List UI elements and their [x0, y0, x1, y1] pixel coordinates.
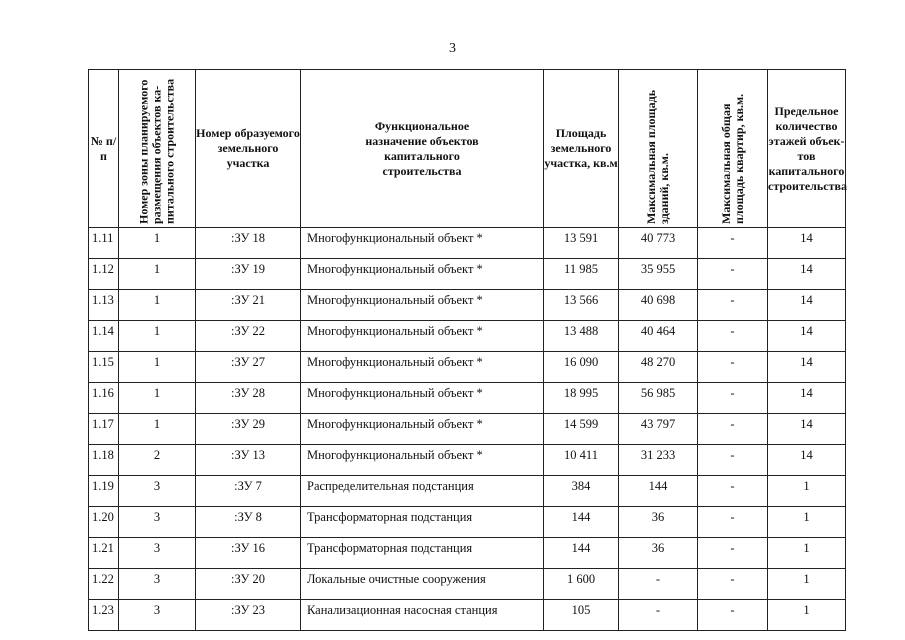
- cell-zone: 3: [119, 538, 196, 569]
- cell-num: 1.21: [89, 538, 119, 569]
- cell-zone: 1: [119, 228, 196, 259]
- cell-num: 1.15: [89, 352, 119, 383]
- cell-plot: :ЗУ 13: [196, 445, 301, 476]
- cell-plot: :ЗУ 27: [196, 352, 301, 383]
- cell-zone: 3: [119, 600, 196, 631]
- cell-zone: 3: [119, 507, 196, 538]
- cell-area: 144: [544, 538, 619, 569]
- cell-num: 1.14: [89, 321, 119, 352]
- cell-function: Многофункциональный объект *: [301, 290, 544, 321]
- cell-apartment-area: -: [698, 538, 768, 569]
- cell-area: 13 566: [544, 290, 619, 321]
- cell-plot: :ЗУ 20: [196, 569, 301, 600]
- cell-apartment-area: -: [698, 228, 768, 259]
- cell-num: 1.18: [89, 445, 119, 476]
- cell-apartment-area: -: [698, 414, 768, 445]
- cell-num: 1.16: [89, 383, 119, 414]
- cell-zone: 1: [119, 383, 196, 414]
- header-zone: Номер зоны планируемого размещения объектов капитального строительства: [119, 70, 196, 228]
- cell-floors: 14: [768, 445, 846, 476]
- cell-plot: :ЗУ 18: [196, 228, 301, 259]
- cell-function: Многофункциональный объект *: [301, 321, 544, 352]
- cell-floors: 14: [768, 290, 846, 321]
- cell-plot: :ЗУ 22: [196, 321, 301, 352]
- cell-building-area: 144: [619, 476, 698, 507]
- cell-floors: 1: [768, 476, 846, 507]
- cell-function: Многофункциональный объект *: [301, 445, 544, 476]
- cell-building-area: -: [619, 569, 698, 600]
- cell-apartment-area: -: [698, 352, 768, 383]
- table-body: [89, 228, 846, 631]
- cell-zone: 1: [119, 321, 196, 352]
- cell-building-area: 31 233: [619, 445, 698, 476]
- cell-num: 1.22: [89, 569, 119, 600]
- table-row: [89, 259, 846, 290]
- cell-area: 13 488: [544, 321, 619, 352]
- cell-plot: :ЗУ 23: [196, 600, 301, 631]
- header-func: Функциональное назначение объектов капитального строительства: [301, 70, 544, 228]
- cell-apartment-area: -: [698, 600, 768, 631]
- cell-zone: 2: [119, 445, 196, 476]
- cell-num: 1.11: [89, 228, 119, 259]
- cell-num: 1.23: [89, 600, 119, 631]
- cell-floors: 14: [768, 383, 846, 414]
- header-apart: Максимальная общая площадь квартир, кв.м.: [698, 70, 768, 228]
- cell-building-area: 40 698: [619, 290, 698, 321]
- cell-function: Трансформаторная подстанция: [301, 507, 544, 538]
- cell-building-area: 36: [619, 538, 698, 569]
- table-row: [89, 290, 846, 321]
- cell-floors: 14: [768, 352, 846, 383]
- cell-apartment-area: -: [698, 290, 768, 321]
- table-row: [89, 507, 846, 538]
- table-row: [89, 228, 846, 259]
- cell-building-area: 48 270: [619, 352, 698, 383]
- cell-building-area: 40 464: [619, 321, 698, 352]
- cell-function: Многофункциональный объект *: [301, 352, 544, 383]
- cell-building-area: -: [619, 600, 698, 631]
- cell-num: 1.20: [89, 507, 119, 538]
- table-row: [89, 352, 846, 383]
- cell-num: 1.17: [89, 414, 119, 445]
- cell-apartment-area: -: [698, 445, 768, 476]
- cell-plot: :ЗУ 28: [196, 383, 301, 414]
- cell-function: Многофункциональный объект *: [301, 259, 544, 290]
- cell-building-area: 56 985: [619, 383, 698, 414]
- cell-floors: 14: [768, 228, 846, 259]
- table-row: [89, 600, 846, 631]
- cell-plot: :ЗУ 21: [196, 290, 301, 321]
- table-row: [89, 538, 846, 569]
- table-row: [89, 321, 846, 352]
- header-plot: Номер образуемого земельного участка: [196, 70, 301, 228]
- cell-plot: :ЗУ 16: [196, 538, 301, 569]
- header-area: Площадь земельного участка, кв.м: [544, 70, 619, 228]
- cell-apartment-area: -: [698, 383, 768, 414]
- table-row: [89, 476, 846, 507]
- cell-num: 1.13: [89, 290, 119, 321]
- cell-zone: 1: [119, 414, 196, 445]
- cell-zone: 1: [119, 259, 196, 290]
- cell-floors: 14: [768, 414, 846, 445]
- table-header-row: [89, 70, 846, 228]
- cell-area: 384: [544, 476, 619, 507]
- cell-floors: 1: [768, 569, 846, 600]
- cell-floors: 1: [768, 507, 846, 538]
- header-floors: Предельное количество этажей объектов капитального строительства: [768, 70, 846, 228]
- cell-zone: 1: [119, 290, 196, 321]
- cell-area: 1 600: [544, 569, 619, 600]
- cell-plot: :ЗУ 29: [196, 414, 301, 445]
- cell-function: Распределительная подстанция: [301, 476, 544, 507]
- cell-building-area: 40 773: [619, 228, 698, 259]
- cell-zone: 1: [119, 352, 196, 383]
- cell-function: Локальные очистные сооружения: [301, 569, 544, 600]
- cell-area: 144: [544, 507, 619, 538]
- cell-function: Канализационная насосная станция: [301, 600, 544, 631]
- cell-plot: :ЗУ 19: [196, 259, 301, 290]
- cell-plot: :ЗУ 7: [196, 476, 301, 507]
- cell-floors: 1: [768, 538, 846, 569]
- cell-area: 14 599: [544, 414, 619, 445]
- cell-area: 18 995: [544, 383, 619, 414]
- cell-zone: 3: [119, 476, 196, 507]
- cell-function: Многофункциональный объект *: [301, 383, 544, 414]
- cell-area: 11 985: [544, 259, 619, 290]
- cell-area: 16 090: [544, 352, 619, 383]
- cell-building-area: 36: [619, 507, 698, 538]
- cell-floors: 1: [768, 600, 846, 631]
- cell-floors: 14: [768, 321, 846, 352]
- cell-apartment-area: -: [698, 259, 768, 290]
- cell-apartment-area: -: [698, 507, 768, 538]
- cell-apartment-area: -: [698, 476, 768, 507]
- cell-area: 13 591: [544, 228, 619, 259]
- table-row: [89, 445, 846, 476]
- table-row: [89, 569, 846, 600]
- cell-floors: 14: [768, 259, 846, 290]
- cell-plot: :ЗУ 8: [196, 507, 301, 538]
- table-row: [89, 414, 846, 445]
- cell-building-area: 43 797: [619, 414, 698, 445]
- cell-building-area: 35 955: [619, 259, 698, 290]
- table-row: [89, 383, 846, 414]
- header-build: Максимальная площадь зданий, кв.м.: [619, 70, 698, 228]
- header-num: № п/п: [89, 70, 119, 228]
- cell-area: 10 411: [544, 445, 619, 476]
- cell-zone: 3: [119, 569, 196, 600]
- page-number: 3: [449, 41, 456, 56]
- cell-apartment-area: -: [698, 569, 768, 600]
- planning-table: [88, 69, 846, 631]
- cell-function: Многофункциональный объект *: [301, 414, 544, 445]
- cell-area: 105: [544, 600, 619, 631]
- cell-num: 1.12: [89, 259, 119, 290]
- cell-function: Многофункциональный объект *: [301, 228, 544, 259]
- cell-num: 1.19: [89, 476, 119, 507]
- cell-function: Трансформаторная подстанция: [301, 538, 544, 569]
- cell-apartment-area: -: [698, 321, 768, 352]
